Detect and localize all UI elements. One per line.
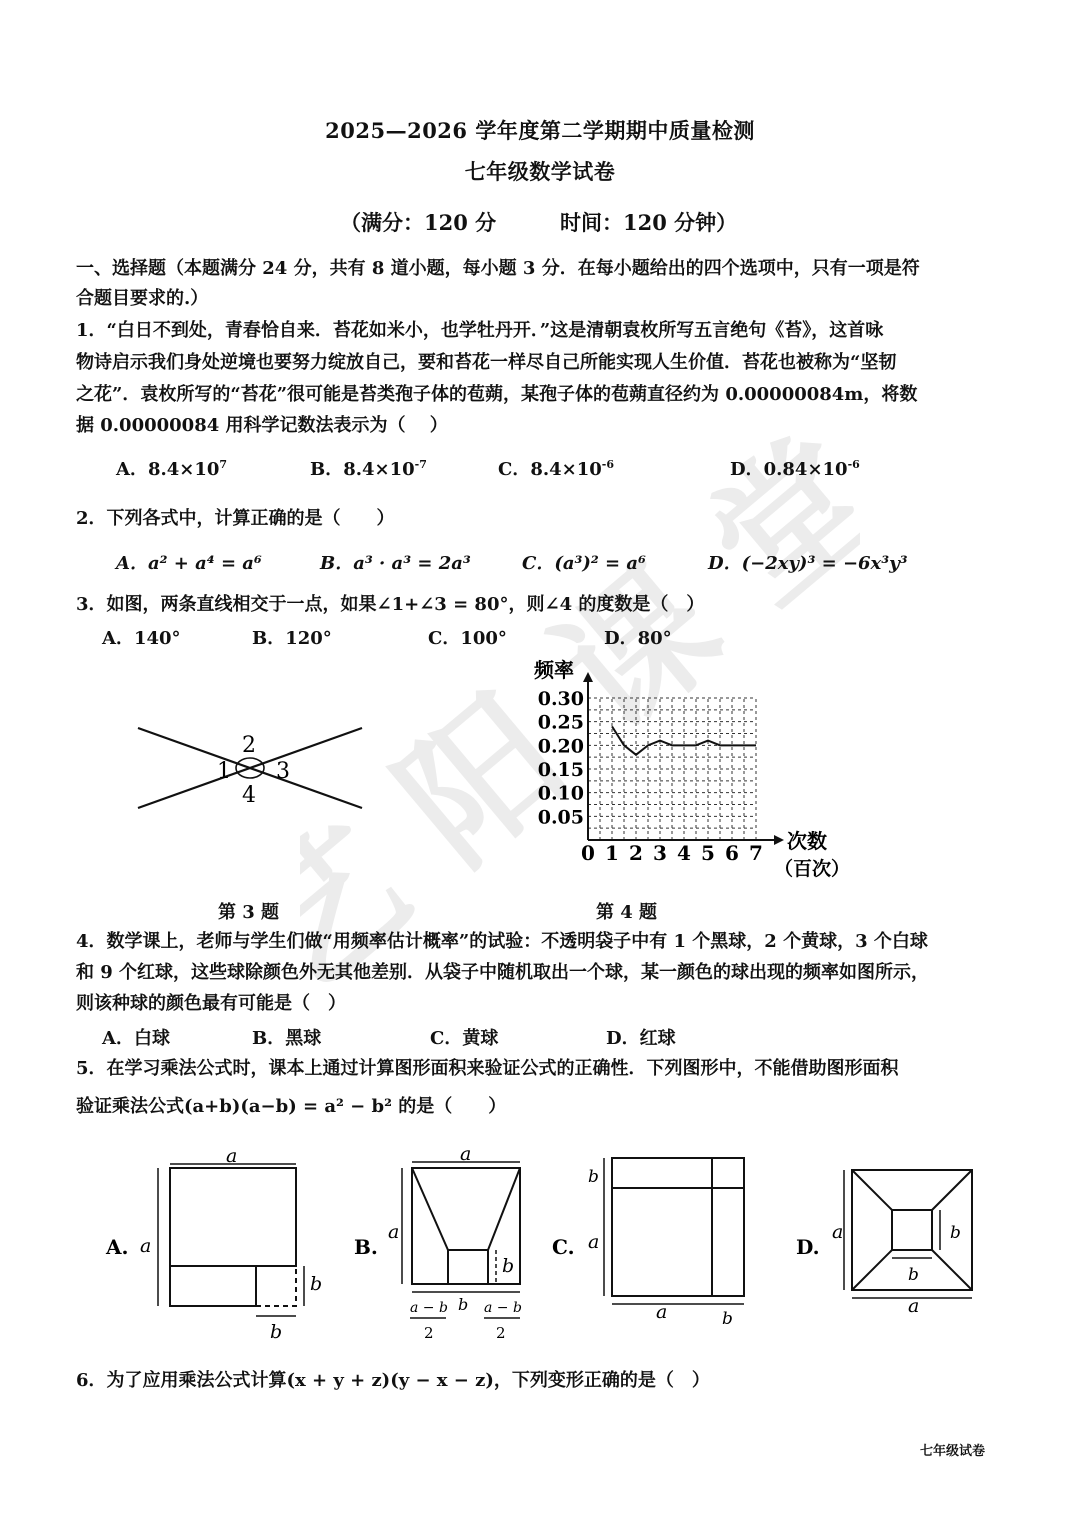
angle-label-4: 4 — [242, 783, 256, 808]
section1-instruction-line2: 合题目要求的.） — [76, 288, 209, 309]
q2-stem: 2．下列各式中，计算正确的是（ ） — [76, 508, 395, 529]
chart-y-label: 频率 — [534, 658, 574, 682]
figure-d-label: D. — [796, 1235, 820, 1259]
x-tick-label: 0 — [581, 841, 595, 865]
x-axis-arrow — [774, 835, 784, 845]
figure-a-label: A. — [106, 1235, 129, 1259]
x-tick-label: 7 — [749, 841, 763, 865]
q1-line3: 之花”．袁枚所写的“苔花”很可能是苔类孢子体的苞蒴，某孢子体的苞蒴直径约为 0.00000084m，将数 — [76, 384, 918, 405]
x-tick-label: 5 — [701, 841, 715, 865]
q3-option-c: C．100° — [428, 628, 507, 649]
fig-b-var-a-top: a — [460, 1143, 472, 1165]
fig-a-var-a-top: a — [226, 1145, 238, 1167]
q3-caption: 第 3 题 — [218, 902, 280, 923]
q1-option-d: D．$0.84\times 10^{-6}$ — [730, 458, 860, 480]
y-tick-label: 0.15 — [537, 759, 584, 781]
fig-d-var-b-bottom: b — [908, 1265, 919, 1285]
y-tick-label: 0.20 — [537, 735, 584, 758]
x-tick-label: 1 — [605, 841, 619, 865]
score-info: （满分：120 分 — [340, 210, 497, 235]
q3-intersecting-lines-figure — [130, 720, 380, 820]
chart-ticks — [538, 688, 763, 865]
q4-frequency-chart — [520, 650, 860, 885]
x-tick-label: 3 — [653, 841, 667, 865]
q5-line1: 5．在学习乘法公式时，课本上通过计算图形面积来验证公式的正确性．下列图形中，不能借助图形面积 — [76, 1058, 899, 1079]
q3-option-b: B．120° — [252, 628, 332, 649]
q4-line2: 和 9 个红球，这些球除颜色外无其他差别．从袋子中随机取出一个球，某一颜色的球出现的频率如图所示， — [76, 962, 930, 983]
chart-grid — [588, 698, 756, 840]
fig-a-var-b-side: b — [310, 1273, 323, 1295]
q4-caption: 第 4 题 — [596, 902, 658, 923]
q1-option-c: C．$8.4\times 10^{-6}$ — [498, 458, 615, 480]
q1-line1: 1．“白日不到处，青春恰自来．苔花如米小，也学牡丹开．”这是清朝袁枚所写五言绝句《苔》，这首咏 — [76, 320, 884, 341]
q5-figure-a — [100, 1140, 340, 1350]
q2-option-b: B．a³ · a³ = 2a³ — [320, 553, 471, 574]
q6-stem: 6．为了应用乘法公式计算(x + y + z)(y − x − z)，下列变形正确的是（ ） — [76, 1370, 710, 1391]
q4-line3: 则该种球的颜色最有可能是（ ） — [76, 993, 346, 1014]
q5-figure-d — [790, 1160, 990, 1320]
fig-d-var-b-side: b — [950, 1223, 961, 1243]
y-tick-label: 0.25 — [537, 711, 584, 734]
fig-b-frac-num-right: a − b — [484, 1300, 522, 1316]
page-subtitle: 七年级数学试卷 — [464, 159, 616, 184]
fig-a-var-b-bottom: b — [270, 1321, 283, 1343]
fig-b-frac-den-right: 2 — [496, 1324, 506, 1342]
fig-c-var-a-bottom: a — [656, 1301, 668, 1323]
angle-label-2: 2 — [242, 733, 256, 758]
watermark-text: 艺 阳 课 堂 — [300, 420, 860, 1027]
q5-figure-b — [350, 1140, 540, 1355]
q3-option-d: D．80° — [604, 628, 672, 649]
q2-option-d: D．(−2xy)³ = −6x³y³ — [708, 553, 908, 574]
time-info: 时间：120 分钟） — [560, 210, 738, 235]
fig-b-frac-num-left: a − b — [410, 1300, 448, 1316]
fig-c-var-b-side: b — [588, 1167, 599, 1187]
figure-b-label: B. — [354, 1235, 378, 1259]
q1-option-a: A．$8.4\times 10^7$ — [116, 458, 228, 480]
fig-b-var-b-bottom: b — [458, 1295, 469, 1314]
fig-c-var-b-bottom: b — [722, 1309, 733, 1329]
q4-option-d: D．红球 — [606, 1028, 676, 1049]
page-title: 2025—2026 学年度第二学期期中质量检测 — [325, 118, 755, 143]
q4-option-b: B．黑球 — [252, 1028, 322, 1049]
fig-b-var-a-side: a — [388, 1221, 400, 1243]
angle-label-1: 1 — [217, 759, 231, 784]
fig-b-var-b-side: b — [502, 1255, 515, 1277]
q2-option-a: A．a² + a⁴ = a⁶ — [116, 553, 262, 574]
q4-option-a: A．白球 — [102, 1028, 170, 1049]
q3-option-a: A．140° — [102, 628, 181, 649]
x-tick-label: 4 — [677, 841, 691, 865]
x-tick-label: 2 — [629, 841, 643, 865]
fig-d-var-a-side: a — [832, 1221, 844, 1243]
y-tick-label: 0.10 — [537, 782, 584, 805]
q1-line2: 物诗启示我们身处逆境也要努力绽放自己，要和苔花一样尽自己所能实现人生价值．苔花也被称为“坚韧 — [76, 352, 897, 373]
figure-c-label: C. — [552, 1235, 575, 1259]
y-tick-label: 0.05 — [537, 806, 584, 829]
y-axis-arrow — [583, 672, 593, 682]
q3-stem: 3．如图，两条直线相交于一点，如果∠1+∠3 = 80°，则∠4 的度数是（ ） — [76, 594, 705, 615]
chart-x-label: 次数 — [787, 829, 827, 853]
q1-option-b: B．$8.4\times 10^{-7}$ — [310, 458, 427, 480]
section1-instruction-line1: 一、选择题（本题满分 24 分，共有 8 道小题，每小题 3 分．在每小题给出的四个选项中，只有一项是符 — [76, 258, 920, 279]
chart-x-unit: （百次） — [774, 858, 851, 880]
y-tick-label: 0.30 — [537, 688, 584, 710]
fig-c-var-a-side: a — [588, 1231, 600, 1253]
q5-line2: 验证乘法公式(a+b)(a−b) = a² − b² 的是（ ） — [76, 1096, 507, 1117]
fig-d-var-a-bottom: a — [908, 1295, 920, 1317]
x-tick-label: 6 — [725, 841, 739, 865]
angle-label-3: 3 — [276, 759, 290, 784]
fig-a-var-a-side: a — [140, 1235, 152, 1257]
fig-b-frac-den-left: 2 — [424, 1324, 434, 1342]
q4-line1: 4．数学课上，老师与学生们做“用频率估计概率”的试验：不透明袋子中有 1 个黑球，2 个黄球，3 个白球 — [76, 931, 928, 952]
q2-option-c: C．(a³)² = a⁶ — [522, 553, 646, 574]
q5-figure-c — [550, 1148, 760, 1338]
footer-label: 七年级试卷 — [920, 1444, 986, 1459]
q4-option-c: C．黄球 — [430, 1028, 499, 1049]
q1-line4: 据 0.00000084 用科学记数法表示为（ ） — [76, 415, 448, 436]
